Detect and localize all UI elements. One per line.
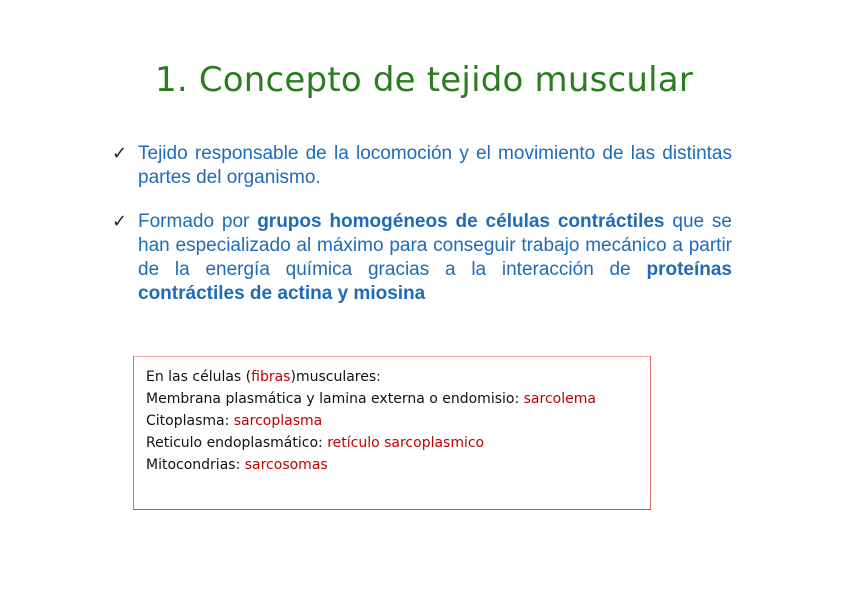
info-line-term: sarcosomas [244,457,328,473]
info-line-term: fibras [251,369,291,385]
check-icon: ✓ [112,211,128,232]
info-box [133,356,651,510]
info-line-text: Citoplasma: [146,413,234,429]
bullet-text-2b: que se han especializado al máximo para conseguir trabajo mecánico a partir de la energía química gracias a la interacción de [138,211,732,280]
bullet-bold-2b: proteínas contráctiles de actina y miosina [138,259,732,304]
info-line-text: Mitocondrias: [146,457,245,473]
bullet-item-2 [112,210,732,306]
info-line-cytoplasm [146,410,596,432]
bullet-item-1 [112,142,732,190]
info-line-term: sarcoplasma [233,413,323,429]
info-line-text: Reticulo endoplasmático: [146,435,328,451]
bullet-bold-2a: grupos homogéneos de células contráctiles [257,211,665,232]
info-line-term: sarcolema [523,391,596,407]
info-line-term: retículo sarcoplasmico [327,435,485,451]
info-line-reticulum [146,432,596,454]
slide-title: 1. Concepto de tejido muscular [155,60,693,100]
info-line-text: Membrana plasmática y lamina externa o endomisio: [146,391,524,407]
info-box-lines [146,366,596,476]
check-icon: ✓ [112,143,128,164]
box-top-border [134,356,650,357]
info-line-text: )musculares: [290,369,381,385]
info-line-cells [146,366,596,388]
info-line-mitochondria [146,454,596,476]
bullet-list [112,142,732,326]
bullet-text-1: Tejido responsable de la locomoción y el movimiento de las distintas partes del organismo. [138,143,732,188]
info-line-text: En las células ( [146,369,252,385]
info-line-membrane [146,388,596,410]
bullet-text-2a: Formado por [138,211,258,232]
